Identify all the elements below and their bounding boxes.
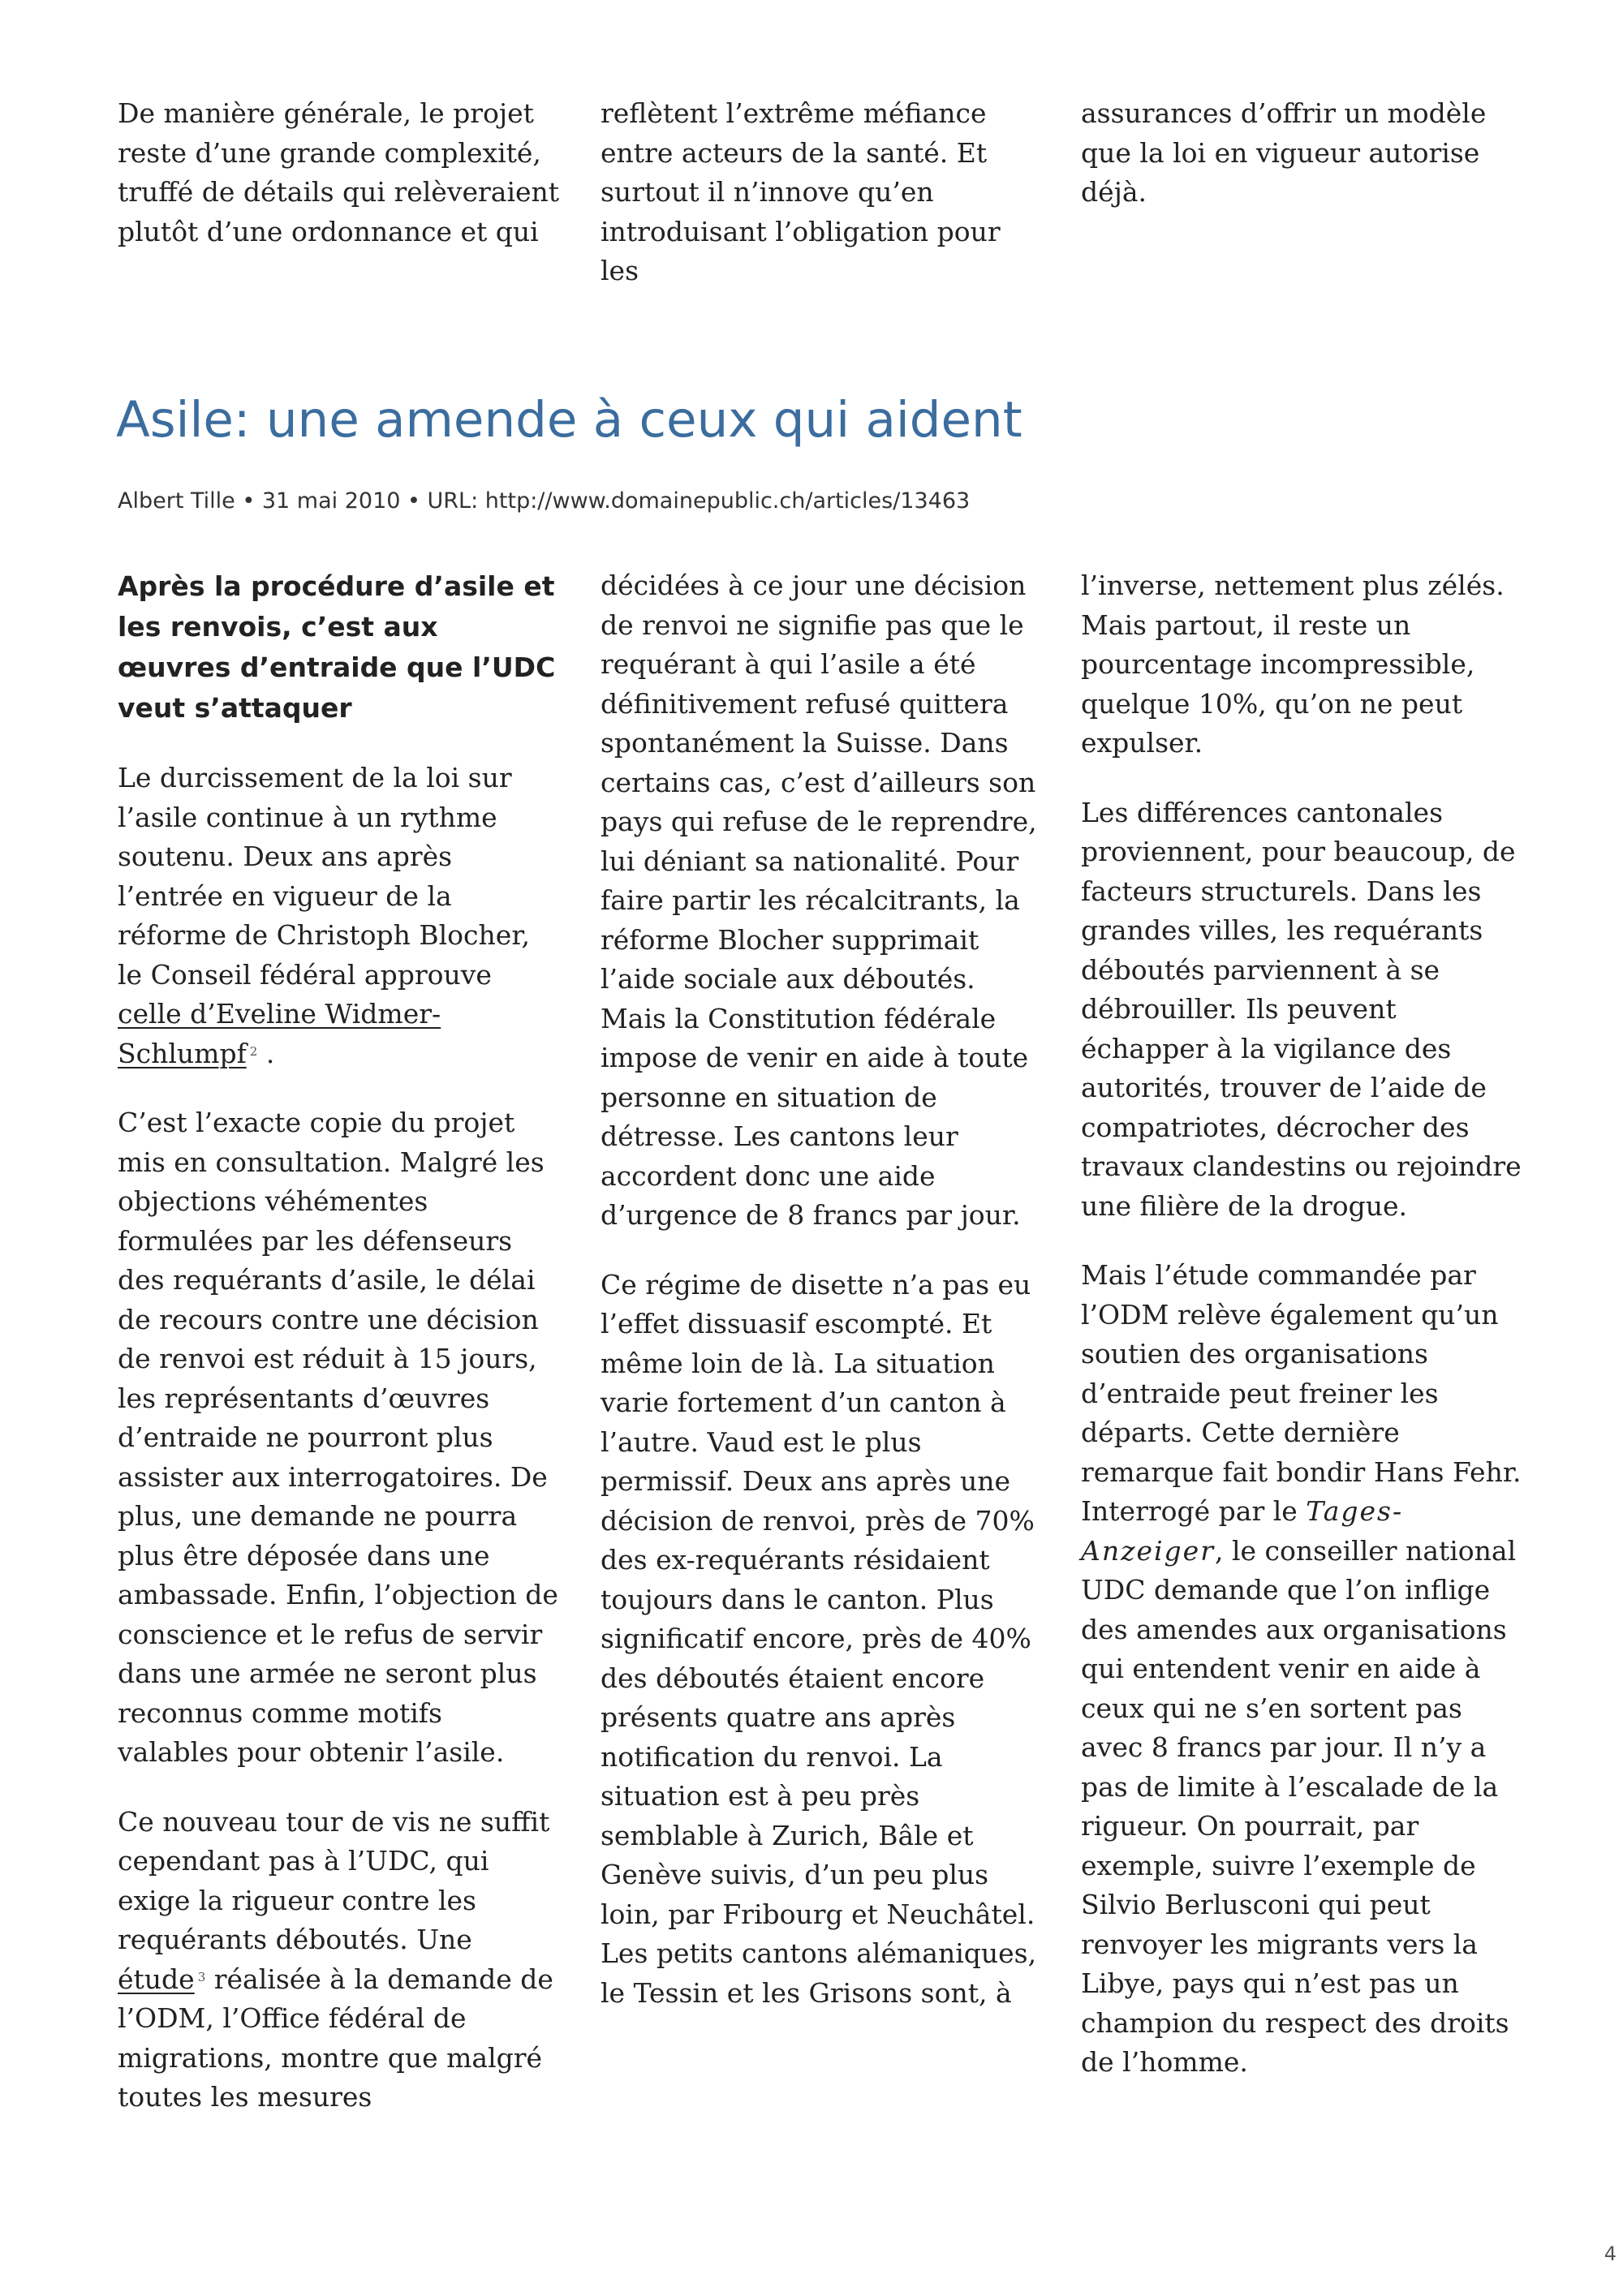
prev-article-column-2 bbox=[601, 94, 1043, 291]
article-title: Asile: une amende à ceux qui aident bbox=[116, 391, 1022, 449]
paragraph-text: . bbox=[257, 1037, 275, 1069]
article-paragraph bbox=[118, 1803, 560, 2118]
prev-article-column-1 bbox=[118, 94, 560, 252]
etude-link[interactable]: étude bbox=[118, 1963, 195, 1995]
article-column-3 bbox=[1081, 566, 1523, 2083]
article-paragraph: décidées à ce jour une décision de renvoi ne signifie pas que le requérant à qui l’asile a été définitivement refusé quittera spontanément la Suisse. Dans certains cas, c’est d’ailleurs son pays qui refuse de le reprendre, lui déniant sa nationalité. Pour faire partir les récalcitrants, la réforme Blocher supprimait l’aide sociale aux déboutés. Mais la Constitution fédérale impose de venir en aide à toute personne en situation de détresse. Les cantons leur accordent donc une aide d’urgence de 8 francs par jour. bbox=[601, 570, 1037, 1231]
article-meta: Albert Tille • 31 mai 2010 • URL: http://www.domainepublic.ch/articles/13463 bbox=[118, 488, 971, 514]
article-column-2 bbox=[601, 566, 1043, 2013]
footnote-marker[interactable]: 3 bbox=[197, 1969, 206, 1984]
article-paragraph bbox=[118, 759, 560, 1073]
article-paragraph: Ce régime de disette n’a pas eu l’effet dissuasif escompté. Et même loin de là. La situation varie fortement d’un canton à l’autre. Vaud est le plus permissif. Deux ans après une décision de renvoi, près de 70% des ex-requérants résidaient toujours dans le canton. Plus significatif encore, près de 40% des déboutés étaient encore présents quatre ans après notification du renvoi. La situation est à peu près semblable à Zurich, Bâle et Genève suivis, d’un peu plus loin, par Fribourg et Neuchâtel. Les petits cantons alémaniques, le Tessin et les Grisons sont, à bbox=[601, 1268, 1037, 2009]
paragraph-text: Ce nouveau tour de vis ne suffit cependant pas à l’UDC, qui exige la rigueur contre les requérants déboutés. Une bbox=[118, 1805, 550, 1955]
article-paragraph bbox=[1081, 1256, 1523, 2083]
paragraph-text: Mais l’étude commandée par l’ODM relève également qu’un soutien des organisations d’entraide peut freiner les départs. Cette dernière remarque fait bondir Hans Fehr. Interrogé par le bbox=[1081, 1259, 1522, 1527]
prev-article-column-3 bbox=[1081, 94, 1523, 213]
paragraph-text: réalisée à la demande de l’ODM, l’Office fédéral de migrations, montre que malgré toutes les mesures bbox=[118, 1963, 553, 2113]
widmer-schlumpf-link[interactable]: celle d’Eveline Widmer-Schlumpf bbox=[118, 998, 441, 1069]
article-lead: Après la procédure d’asile et les renvois, c’est aux œuvres d’entraide que l’UDC veut s’attaquer bbox=[118, 570, 556, 724]
article-paragraph: C’est l’exacte copie du projet mis en consultation. Malgré les objections véhémentes formulées par les défenseurs des requérants d’asile, le délai de recours contre une décision de renvoi est réduit à 15 jours, les représentants d’œuvres d’entraide ne pourront plus assister aux interrogatoires. De plus, une demande ne pourra plus être déposée dans une ambassade. Enfin, l’objection de conscience et le refus de servir dans une armée ne seront plus reconnus comme motifs valables pour obtenir l’asile. bbox=[118, 1107, 558, 1768]
paragraph-text: Le durcissement de la loi sur l’asile continue à un rythme soutenu. Deux ans après l’entrée en vigueur de la réforme de Christoph Blocher, le Conseil fédéral approuve bbox=[118, 762, 530, 991]
footnote-marker[interactable]: 2 bbox=[249, 1043, 258, 1059]
article-paragraph: l’inverse, nettement plus zélés. Mais partout, il reste un pourcentage incompressible, quelque 10%, qu’on ne peut expulser. bbox=[1081, 570, 1505, 759]
newspaper-name: Tages-Anzeiger bbox=[1081, 1495, 1404, 1567]
article-column-1 bbox=[118, 566, 560, 2118]
paragraph-text: , le conseiller national UDC demande que l’on inflige des amendes aux organisations qui entendent venir en aide à ceux qui ne s’en sortent pas avec 8 francs par jour. Il n’y a pas de limite à l’escalade de la rigueur. On pourrait, par exemple, suivre l’exemple de Silvio Berlusconi qui peut renvoyer les migrants vers la Libye, pays qui n’est pas un champion du respect des droits de l’homme. bbox=[1081, 1534, 1517, 2078]
prev-article-paragraph: De manière générale, le projet reste d’une grande complexité, truffé de détails qui relèveraient plutôt d’une ordonnance et qui bbox=[118, 97, 560, 247]
prev-article-paragraph: reflètent l’extrême méfiance entre acteurs de la santé. Et surtout il n’innove qu’en introduisant l’obligation pour les bbox=[601, 97, 1001, 286]
article-paragraph: Les différences cantonales proviennent, pour beaucoup, de facteurs structurels. Dans les grandes villes, les requérants déboutés parviennent à se débrouiller. Ils peuvent échapper à la vigilance des autorités, trouver de l’aide de compatriotes, décrocher des travaux clandestins ou rejoindre une filière de la drogue. bbox=[1081, 796, 1522, 1222]
prev-article-paragraph: assurances d’offrir un modèle que la loi en vigueur autorise déjà. bbox=[1081, 97, 1487, 208]
page-number: 4 bbox=[1604, 2242, 1617, 2265]
